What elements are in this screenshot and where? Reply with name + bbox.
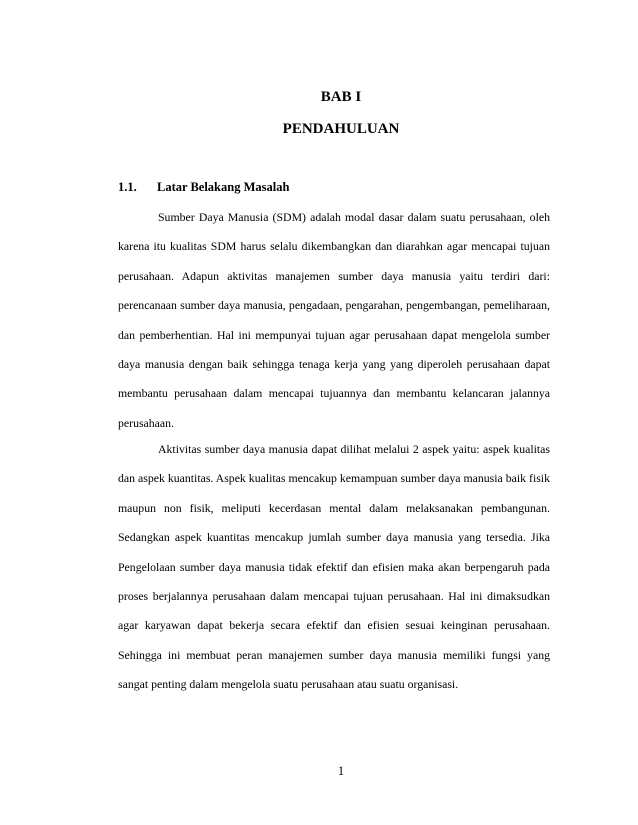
section-heading [118,180,289,195]
body-paragraph-1: Sumber Daya Manusia (SDM) adalah modal dasar dalam suatu perusahaan, oleh karena itu kualitas SDM harus selalu dikembangkan dan diarahkan agar mencapai tujuan perusahaan. Adapun aktivitas manajemen sumber daya manusia yaitu terdiri dari: perencanaan sumber daya manusia, pengadaan, pengarahan, pengembangan, pemeliharaan, dan pemberhentian. Hal ini mempunyai tujuan agar perusahaan dapat mengelola sumber daya manusia dengan baik sehingga tenaga kerja yang yang diperoleh perusahaan dapat membantu perusahaan dalam mencapai tujuannya dan membantu kelancaran jalannya perusahaan. [118,210,550,430]
chapter-label: BAB I [320,89,362,105]
body-paragraph-2: Aktivitas sumber daya manusia dapat dilihat melalui 2 aspek yaitu: aspek kualitas dan aspek kuantitas. Aspek kualitas mencakup kemampuan sumber daya manusia baik fisik maupun non fisik, meliputi kecerdasan mental dalam melaksanakan pembangunan. Sedangkan aspek kuantitas mencakup jumlah sumber daya manusia yang tersedia. Jika Pengelolaan sumber daya manusia tidak efektif dan efisien maka akan berpengaruh pada proses berjalannya perusahaan dalam mencapai tujuan perusahaan. Hal ini dimaksudkan agar karyawan dapat bekerja secara efektif dan efisien sesuai keinginan perusahaan. Sehingga ini membuat peran manajemen sumber daya manusia memiliki fungsi yang sangat penting dalam mengelola suatu perusahaan atau suatu organisasi. [118,442,550,692]
section-number: 1.1. [118,180,137,194]
page-number: 1 [337,764,345,778]
section-title: Latar Belakang Masalah [157,180,290,194]
chapter-title: PENDAHULUAN [282,121,400,137]
